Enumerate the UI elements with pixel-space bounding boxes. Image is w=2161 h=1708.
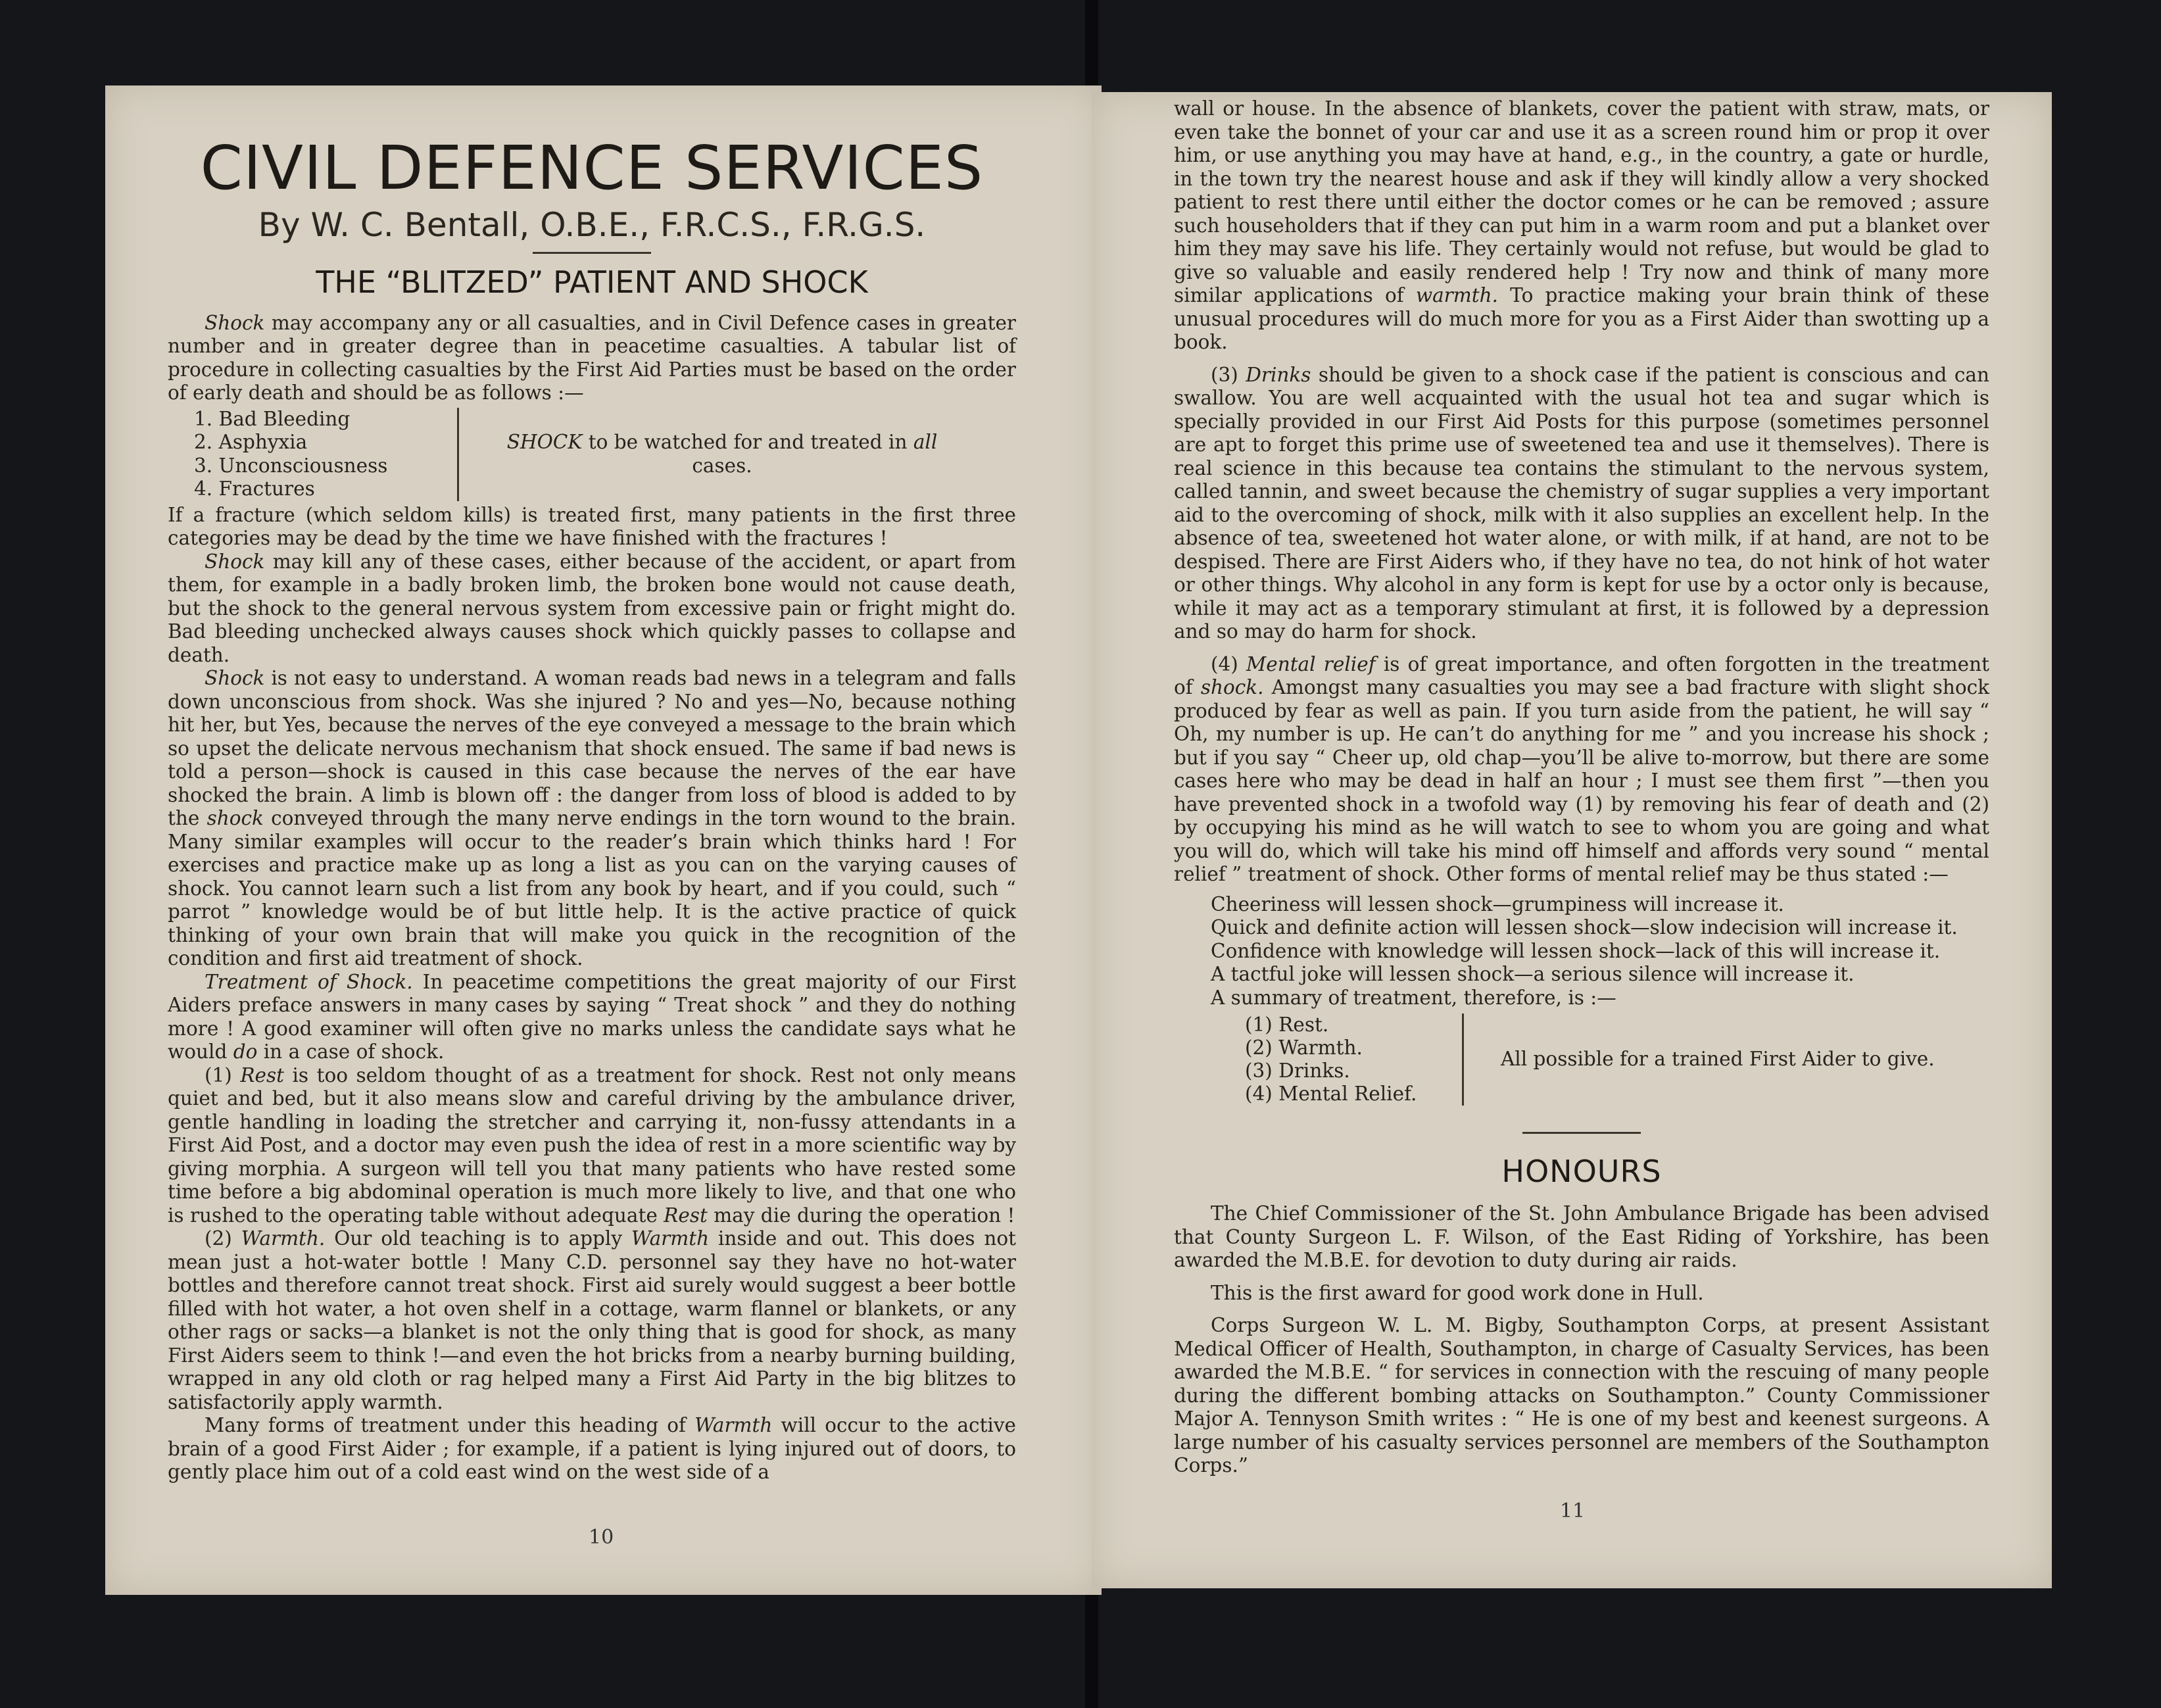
paragraph-shock-kill: Shock may kill any of these cases, either because of the accident, or apart from them, for example in a badly broken limb, the broken bone would not cause death, but the shock to the general nervous system from excessive pain or fright might do. Bad bleeding unchecked always causes shock which quickly passes to collapse and death. [168,550,1016,666]
procedure-note: SHOCK to be watched for and treated in all cases. [506,431,938,477]
paragraph-fracture: If a fracture (which seldom kills) is treated first, many patients in the first three categories may be dead by the time we have finished with the fractures ! [168,503,1016,550]
list-item: (2) Warmth. [1245,1037,1363,1059]
paragraph-drinks: (3) Drinks should be given to a shock case if the patient is conscious and can swallow. You are well acquainted with the usual hot tea and sugar which is specially provided in our First Aid Posts for this purpose (sometimes personnel are apt to forget this prime use of sweetened tea and use it themselves). There is real science in this because tea contains the stimulant to the nervous system, called tannin, and sweet because the chemistry of sugar supplies a very important aid to the overcoming of shock, milk with it also supplies an excellent help. In the absence of tea, sweetened hot water alone, or with milk, if at hand, are not to be despised. There are First Aiders who, if they have no tea, do not hink of hot water or other things. Why alcohol in any form is kept for use by a octor only is because, while it may act as a temporary stimulant at first, it is followed by a depression and so may do harm for shock. [1174,363,1989,643]
section-rule [1522,1132,1641,1134]
list-item: 2. Asphyxia [194,431,308,454]
left-page [105,85,1102,1595]
brace-divider [457,408,472,501]
right-page [1092,92,2052,1588]
article-byline: By W. C. Bentall, O.B.E., F.R.C.S., F.R.G.S. [258,205,926,244]
paragraph-honours-1: The Chief Commissioner of the St. John Ambulance Brigade has been advised that County Surgeon L. F. Wilson, of the East Riding of Yorkshire, has been awarded the M.B.E. for devotion to duty during air raids. [1174,1202,1989,1271]
list-item: Confidence with knowledge will lessen shock—lack of this will increase it. [1211,939,1941,962]
title-rule [533,252,651,254]
left-page-body [168,112,1016,1484]
paragraph-warmth: (2) Warmth. Our old teaching is to apply Warmth inside and out. This does not mean just a hot-water bottle ! Many C.D. personnel say they have no hot-water bottles and therefore cannot treat shock. First aid surely would suggest a beer bottle filled with hot water, a hot oven shelf in a cottage, warm flannel or blankets, or any other rags or sacks—a blanket is not the only thing that is good for shock, as many First Aiders seem to think !—and even the hot bricks from a nearby burning building, wrapped in any old cloth or rag helped many a First Aid Party in the big blitzes to satisfactorily apply warmth. [168,1227,1016,1413]
paragraph-honours-3: Corps Surgeon W. L. M. Bigby, Southampton Corps, at present Assistant Medical Officer of Health, Southampton, in charge of Casualty Services, has been awarded the M.B.E. “ for services in connection with the rescuing of many people during the different bombing attacks on Southampton.” County Commissioner Major A. Tennyson Smith writes : “ He is one of my best and keenest surgeons. A large number of his casualty services personnel are members of the Southampton Corps.” [1174,1314,1989,1476]
paragraph-intro: Shock may accompany any or all casualties, and in Civil Defence cases in greater number and in greater degree than in peacetime casualties. A tabular list of procedure in collecting casualties by the First Aid Parties must be based on the order of early death and should be as follows :— [168,311,1016,404]
page-number: 11 [1560,1500,1586,1523]
paragraph-honours-2: This is the first award for good work done in Hull. [1211,1281,1704,1304]
brace-divider [1462,1013,1477,1106]
paragraph-treatment: Treatment of Shock. In peacetime competitions the great majority of our First Aiders preface answers in many cases by saying “ Treat shock ” and they do nothing more ! A good examiner will often give no marks unless the candidate says what he would do in a case of shock. [168,970,1017,1063]
list-item: (3) Drinks. [1245,1060,1350,1082]
list-item: Quick and definite action will lessen shock—slow indecision will increase it. [1211,916,1958,939]
paragraph-rest: (1) Rest is too seldom thought of as a treatment for shock. Rest not only means quiet and bed, but it also means slow and careful driving by the ambulance driver, gentle handling in loading the stretcher and carrying it, non-fussy attendants in a First Aid Post, and a doctor may even push the idea of rest in a more scientific way by giving morphia. A surgeon will tell you that many patients who have rested some time before a big abdominal operation is much more likely to live, and that one who is rushed to the operating table without adequate Rest may die during the operation ! [168,1063,1016,1227]
list-item: A tactful joke will lessen shock—a serious silence will increase it. [1211,963,1855,985]
article-subtitle: THE “BLITZED” PATIENT AND SHOCK [316,264,868,300]
procedure-list [194,408,1016,501]
summary-note: All possible for a trained First Aider to give. [1501,1048,1935,1071]
right-page-body [1174,97,1989,1478]
paragraph-mental-relief: (4) Mental relief is of great importance, and often forgotten in the treatment of shock. Amongst many casualties you may see a bad fracture with slight shock produced by fear as well as pain. If you turn aside from the patient, he will say “ Oh, my number is up. He can’t do anything for me ” and you increase his shock ; but if you say “ Cheer up, old chap—you’ll be alive to-morrow, but there are some cases here who may be dead in half an hour ; I must see them first ”—then you have prevented shock in a twofold way (1) by removing his fear of death and (2) by occupying his mind as he will watch to see to whom you are going and what you will do, which will take his mind off himself and affords very sound “ mental relief ” treatment of shock. Other forms of mental relief may be thus stated :— [1174,652,1989,885]
list-item: Cheeriness will lessen shock—grumpiness will increase it. [1211,892,1784,915]
treatment-summary [1245,1013,1989,1106]
list-item: (4) Mental Relief. [1245,1083,1417,1105]
list-item: A summary of treatment, therefore, is :— [1211,986,1616,1009]
honours-heading: HONOURS [1501,1154,1662,1189]
article-title: CIVIL DEFENCE SERVICES [200,133,984,203]
list-item: 3. Unconsciousness [194,454,388,477]
paragraph-continued: wall or house. In the absence of blankets, cover the patient with straw, mats, or even take the bonnet of your car and use it as a screen round him or prop it over him, or use anything you may have at hand, e.g., in the country, a gate or hurdle, in the town try the nearest house and ask if they will kindly allow a very shocked patient to rest there until either the doctor comes or he can be removed ; assure such householders that if they can put him in a warm room and put a blanket over him they may save his life. They certainly would not refuse, but would be glad to give so valuable and easily rendered help ! Try now and think of many more similar applications of warmth. To practice making your brain think of these unusual procedures will do much more for you as a First Aider than swotting up a book. [1174,97,1989,353]
mental-relief-list [1211,893,1989,1010]
paragraph-shock-easy: Shock is not easy to understand. A woman reads bad news in a telegram and falls down unconscious from shock. Was she injured ? No and yes—No, because nothing hit her, but Yes, because the nerves of the eye conveyed a message to the brain which so upset the delicate nervous mechanism that shock ensued. The same if bad news is told a person—shock is caused in this case because the nerves of the ear have shocked the brain. A limb is blown off : the danger from loss of blood is added to by the shock conveyed through the many nerve endings in the torn wound to the brain. Many similar examples will occur to the reader’s brain which thinks hard ! For exercises and practice make up as long a list as you can on the varying causes of shock. You cannot learn such a list from any book by heart, and if you could, such “ parrot ” knowledge would be of but little help. It is the active practice of quick thinking of your own brain that will make you quick in the recognition of the condition and first aid treatment of shock. [168,667,1016,970]
page-number: 10 [589,1526,614,1549]
list-item: 4. Fractures [194,477,315,500]
list-item: 1. Bad Bleeding [194,407,351,430]
list-item: (1) Rest. [1245,1013,1329,1036]
paragraph-many-forms: Many forms of treatment under this heading of Warmth will occur to the active brain of a good First Aider ; for example, if a patient is lying injured out of doors, to gently place him out of a cold east wind on the west side of a [168,1414,1016,1484]
